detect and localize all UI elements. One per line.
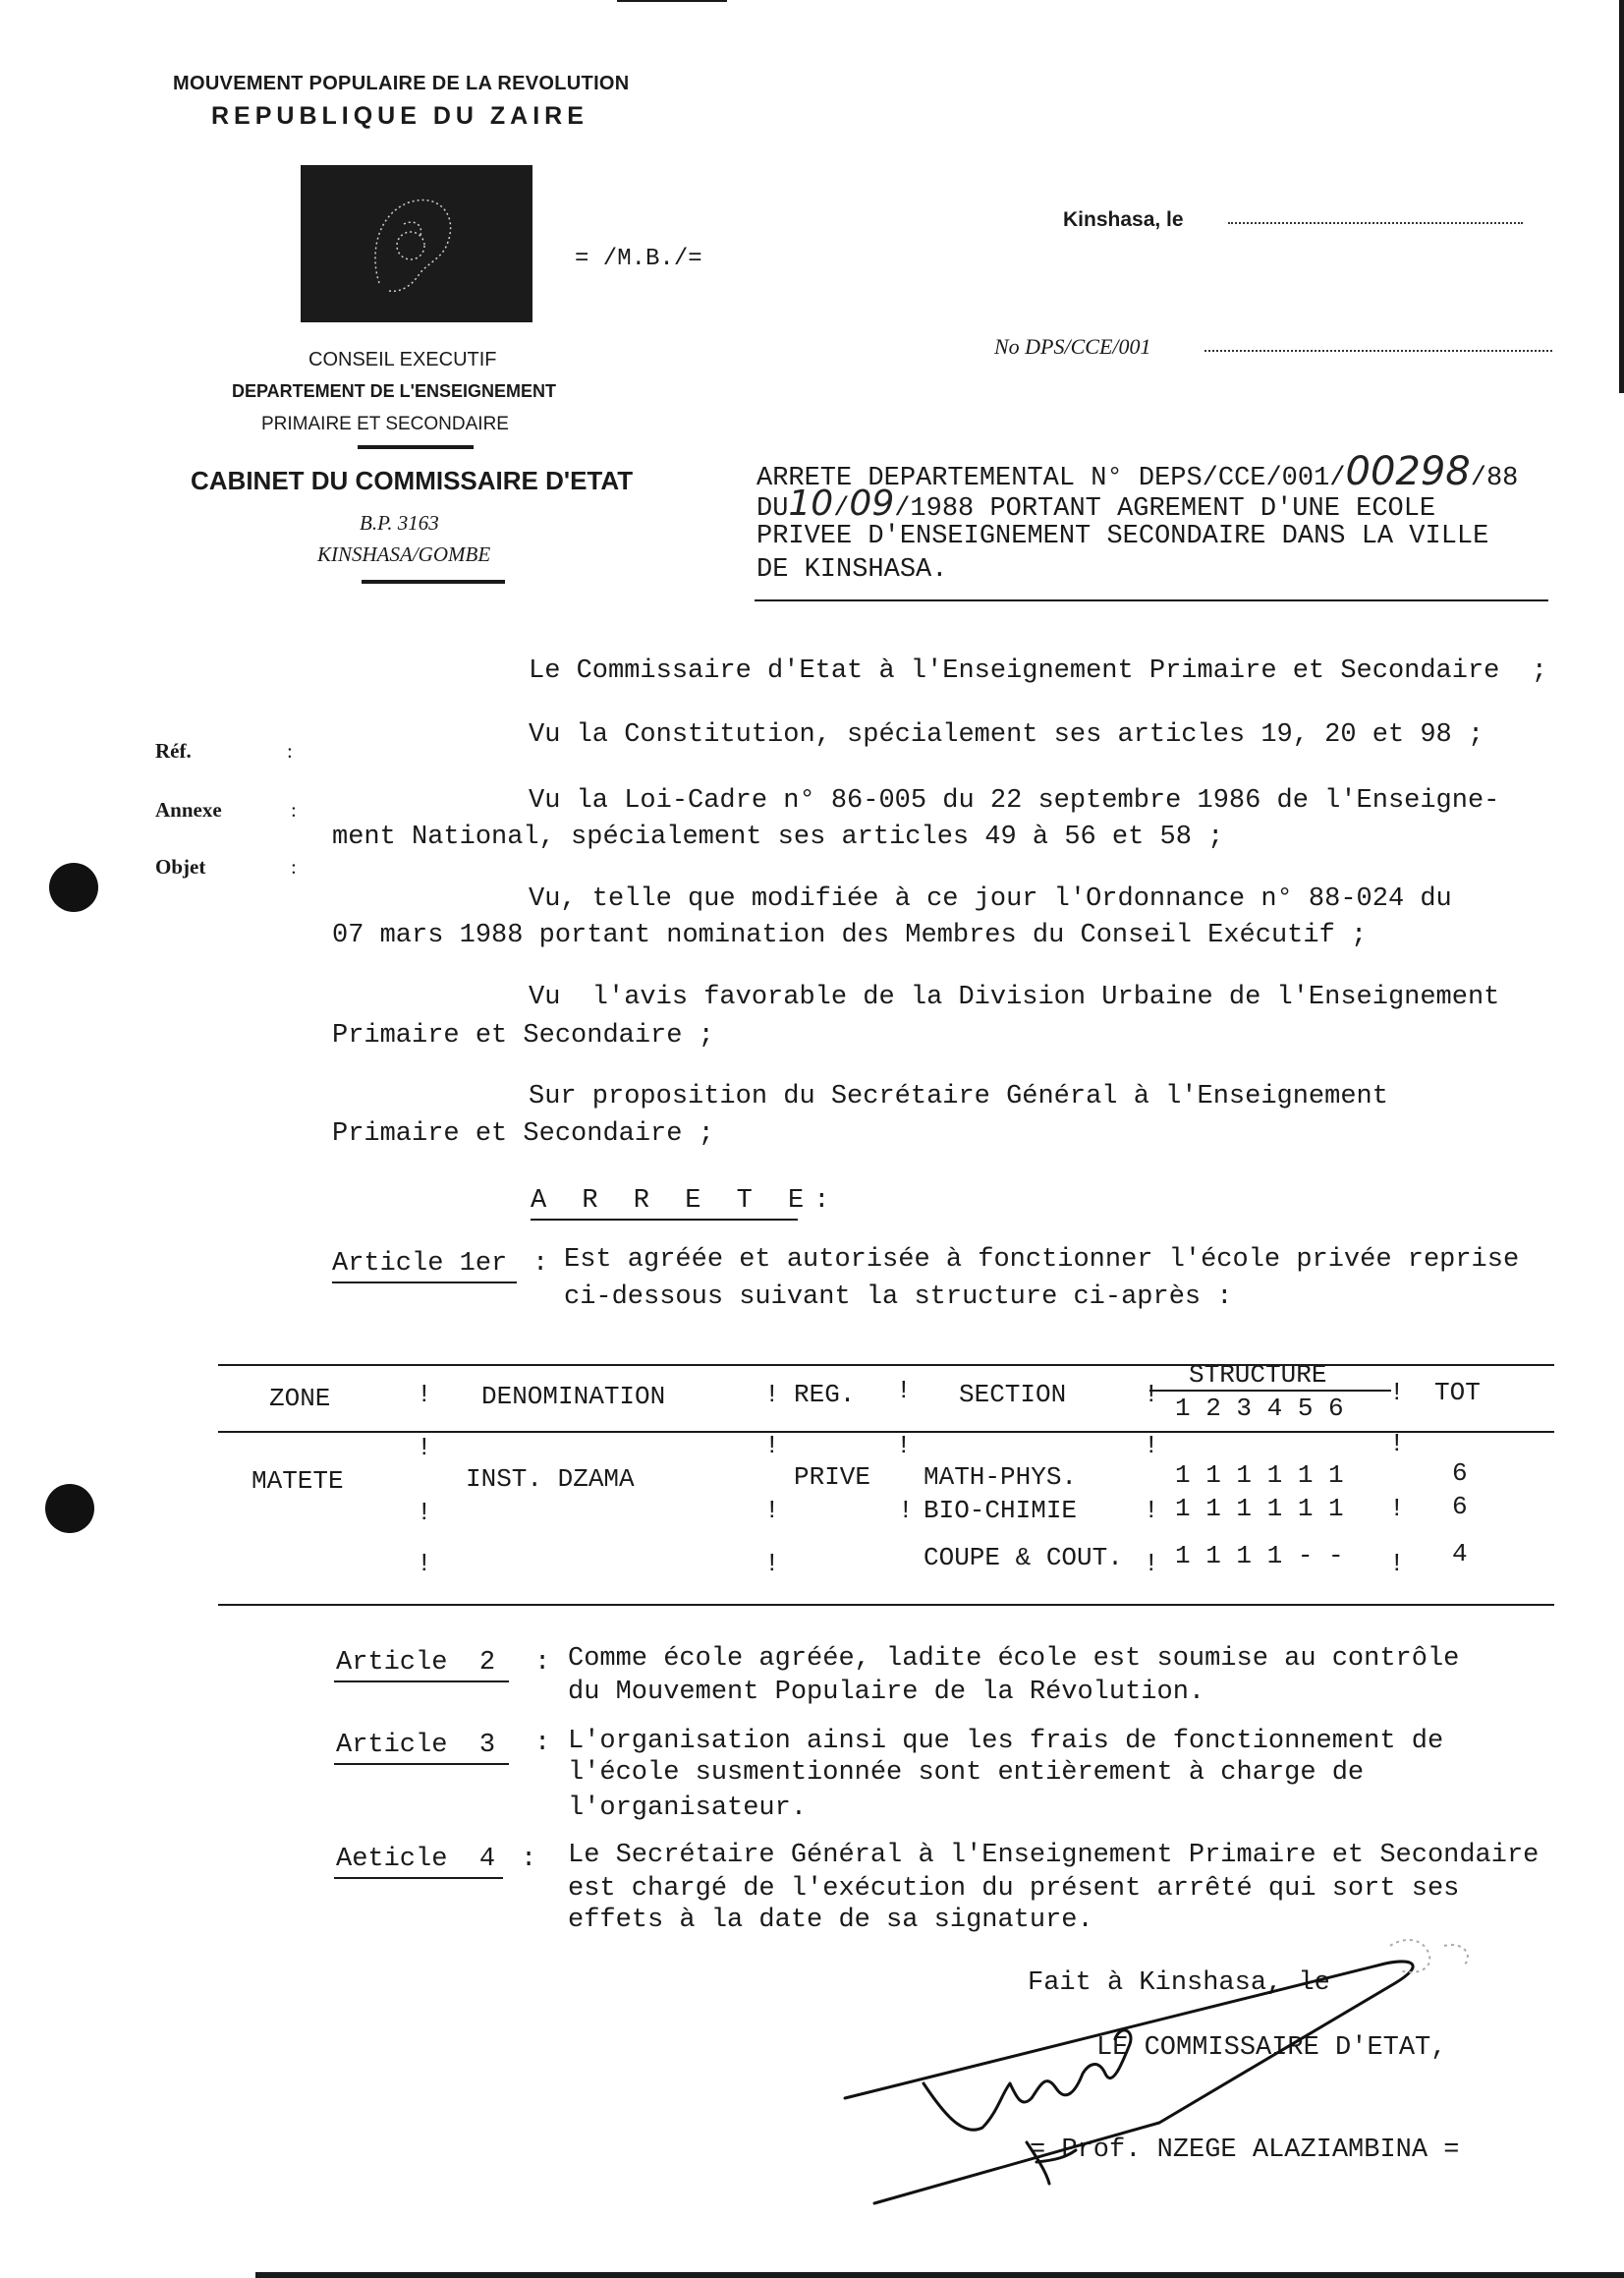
table-row-1-reg: PRIVE xyxy=(794,1462,871,1492)
punch-hole-bottom xyxy=(45,1484,94,1533)
article-1-line-2: ci-dessous suivant la structure ci-après : xyxy=(564,1282,1233,1312)
col-sep: ! xyxy=(417,1433,432,1462)
table-row-1-section: MATH-PHYS. xyxy=(924,1462,1078,1492)
signatory-title: LE COMMISSAIRE D'ETAT, xyxy=(1096,2033,1447,2063)
mb-ref: = /M.B./= xyxy=(575,246,702,272)
table-row-1-denomination: INST. DZAMA xyxy=(466,1464,635,1494)
dept-underline xyxy=(358,445,474,449)
arrete-underline xyxy=(531,1219,798,1221)
article-4-label: Aeticle 4 xyxy=(336,1845,496,1874)
table-row-3-section: COUPE & COUT. xyxy=(924,1543,1123,1572)
annexe-label: Annexe xyxy=(155,798,222,822)
national-emblem-icon xyxy=(301,165,532,322)
title-line-4: DE KINSHASA. xyxy=(756,555,948,585)
col-sep: ! xyxy=(417,1380,432,1409)
fait-a-kinshasa: Fait à Kinshasa, le xyxy=(1028,1968,1330,1998)
place-date-label: Kinshasa, le xyxy=(1063,208,1184,231)
article-3-sep: : xyxy=(534,1729,551,1758)
article-4-line-2: est chargé de l'exécution du présent arrêté qui sort ses xyxy=(568,1874,1460,1904)
title-line-2-prefix: DU xyxy=(756,494,789,524)
bottom-edge-rule xyxy=(255,2272,1624,2278)
preamble-p3b: ment National, spécialement ses articles 49 à 56 et 58 ; xyxy=(332,823,1224,852)
col-sep: ! xyxy=(1389,1429,1405,1458)
article-1-line-1: Est agréée et autorisée à fonctionner l'école privée reprise xyxy=(564,1245,1520,1275)
col-sep: ! xyxy=(1144,1496,1159,1525)
col-sep: ! xyxy=(417,1498,432,1527)
preamble-p5a: Vu l'avis favorable de la Division Urbaine de l'Enseignement xyxy=(529,983,1500,1012)
article-3-line-1: L'organisation ainsi que les frais de fonctionnement de xyxy=(568,1727,1444,1756)
objet-label: Objet xyxy=(155,855,206,879)
col-sep: ! xyxy=(764,1549,780,1578)
dept-line-2: DEPARTEMENT DE L'ENSEIGNEMENT xyxy=(232,381,556,401)
title-line-3: PRIVEE D'ENSEIGNEMENT SECONDAIRE DANS LA VILLE xyxy=(756,522,1489,551)
col-sep: ! xyxy=(764,1380,780,1409)
right-edge-mark xyxy=(1619,0,1624,393)
col-sep: ! xyxy=(764,1431,780,1460)
table-row-3-structure: 1 1 1 1 - - xyxy=(1175,1541,1344,1570)
article-4-sep: : xyxy=(521,1845,537,1874)
title-line-2-suffix: /1988 PORTANT AGREMENT D'UNE ECOLE xyxy=(894,494,1436,524)
col-sep: ! xyxy=(764,1496,780,1525)
title-line-1-suffix: /88 xyxy=(1470,464,1519,493)
article-1-underline xyxy=(332,1281,517,1283)
col-sep: ! xyxy=(1389,1378,1405,1407)
handwritten-signature xyxy=(835,1926,1523,2211)
table-row-2-tot: 6 xyxy=(1452,1492,1468,1521)
cabinet-title: CABINET DU COMMISSAIRE D'ETAT xyxy=(191,466,634,495)
signatory-name: = Prof. NZEGE ALAZIAMBINA = xyxy=(1030,2136,1460,2165)
dept-line-1: CONSEIL EXECUTIF xyxy=(308,349,497,370)
title-line-1-prefix: ARRETE DEPARTEMENTAL N° DEPS/CCE/001/ xyxy=(756,464,1346,493)
preamble-p6b: Primaire et Secondaire ; xyxy=(332,1119,714,1149)
col-sep: ! xyxy=(896,1431,912,1460)
table-row-1-structure: 1 1 1 1 1 1 xyxy=(1175,1460,1344,1490)
objet-colon: : xyxy=(291,855,297,879)
table-header-reg: REG. xyxy=(794,1380,856,1409)
ref-number-label: No DPS/CCE/001 xyxy=(994,334,1151,359)
col-sep: ! xyxy=(1144,1549,1159,1578)
arrete-month: 09 xyxy=(849,484,895,524)
preamble-p4a: Vu, telle que modifiée à ce jour l'Ordonnance n° 88-024 du xyxy=(529,884,1452,914)
table-header-tot: TOT xyxy=(1434,1378,1481,1407)
article-2-line-1: Comme école agréée, ladite école est soumise au contrôle xyxy=(568,1644,1460,1674)
article-3-label: Article 3 xyxy=(336,1731,496,1760)
table-header-zone: ZONE xyxy=(269,1384,331,1413)
col-sep: ! xyxy=(1144,1431,1159,1460)
col-sep: ! xyxy=(896,1376,912,1405)
city-underline xyxy=(362,580,505,584)
article-3-line-2: l'école susmentionnée sont entièrement à charge de xyxy=(568,1758,1365,1788)
col-sep: ! xyxy=(1389,1549,1405,1578)
article-4-line-3: effets à la date de sa signature. xyxy=(568,1906,1093,1935)
preamble-p4b: 07 mars 1988 portant nomination des Membres du Conseil Exécutif ; xyxy=(332,921,1368,950)
structure-header-rule xyxy=(1149,1390,1391,1392)
col-sep: ! xyxy=(1144,1380,1159,1409)
article-3-underline xyxy=(334,1763,509,1765)
table-row-1-tot: 6 xyxy=(1452,1458,1468,1488)
table-bottom-rule xyxy=(218,1604,1554,1606)
table-header-denomination: DENOMINATION xyxy=(481,1382,666,1411)
city-line: KINSHASA/GOMBE xyxy=(317,542,491,566)
preamble-p2: Vu la Constitution, spécialement ses articles 19, 20 et 98 ; xyxy=(529,720,1484,750)
dept-line-3: PRIMAIRE ET SECONDAIRE xyxy=(261,414,509,434)
article-4-line-1: Le Secrétaire Général à l'Enseignement Primaire et Secondaire xyxy=(568,1841,1540,1870)
date-fill-line xyxy=(1228,222,1523,224)
table-top-rule xyxy=(218,1364,1554,1366)
article-2-line-2: du Mouvement Populaire de la Révolution. xyxy=(568,1678,1205,1707)
article-2-underline xyxy=(334,1680,509,1682)
title-underline xyxy=(755,599,1548,601)
po-box: B.P. 3163 xyxy=(360,511,439,535)
preamble-p3a: Vu la Loi-Cadre n° 86-005 du 22 septembre 1986 de l'Enseigne- xyxy=(529,786,1500,816)
article-2-sep: : xyxy=(534,1648,551,1678)
punch-hole-top xyxy=(49,863,98,912)
col-sep: ! xyxy=(417,1549,432,1578)
table-header-section: SECTION xyxy=(959,1380,1067,1409)
table-row-2-structure: 1 1 1 1 1 1 xyxy=(1175,1494,1344,1523)
article-1-sep: : xyxy=(532,1249,549,1279)
top-rule xyxy=(617,0,727,2)
table-header-structure-years: 1 2 3 4 5 6 xyxy=(1175,1394,1344,1423)
arrete-day: 10 xyxy=(788,484,834,524)
ref-number-fill-line xyxy=(1204,350,1552,352)
col-sep: ! xyxy=(1389,1494,1405,1523)
arrete-heading: A R R E T E: xyxy=(531,1186,840,1216)
article-4-underline xyxy=(334,1877,503,1879)
preamble-p5b: Primaire et Secondaire ; xyxy=(332,1021,714,1051)
table-row-3-tot: 4 xyxy=(1452,1539,1468,1568)
table-row-1-zone: MATETE xyxy=(252,1466,344,1496)
annexe-colon: : xyxy=(291,798,297,822)
date-separator: / xyxy=(833,494,850,524)
article-1-label: Article 1er xyxy=(332,1249,508,1279)
arrete-number: 00298 xyxy=(1345,449,1471,494)
org-line-2: REPUBLIQUE DU ZAIRE xyxy=(211,102,588,130)
ref-label: Réf. xyxy=(155,739,192,763)
org-line-1: MOUVEMENT POPULAIRE DE LA REVOLUTION xyxy=(173,73,630,94)
table-header-structure: STRUCTURE xyxy=(1189,1360,1327,1390)
table-row-2-section: BIO-CHIMIE xyxy=(924,1496,1078,1525)
article-3-line-3: l'organisateur. xyxy=(568,1794,808,1823)
col-sep: ! xyxy=(898,1496,914,1525)
preamble-p1: Le Commissaire d'Etat à l'Enseignement Primaire et Secondaire ; xyxy=(529,656,1547,686)
ref-colon: : xyxy=(287,739,293,763)
preamble-p6a: Sur proposition du Secrétaire Général à l'Enseignement xyxy=(529,1082,1388,1111)
article-2-label: Article 2 xyxy=(336,1648,496,1678)
